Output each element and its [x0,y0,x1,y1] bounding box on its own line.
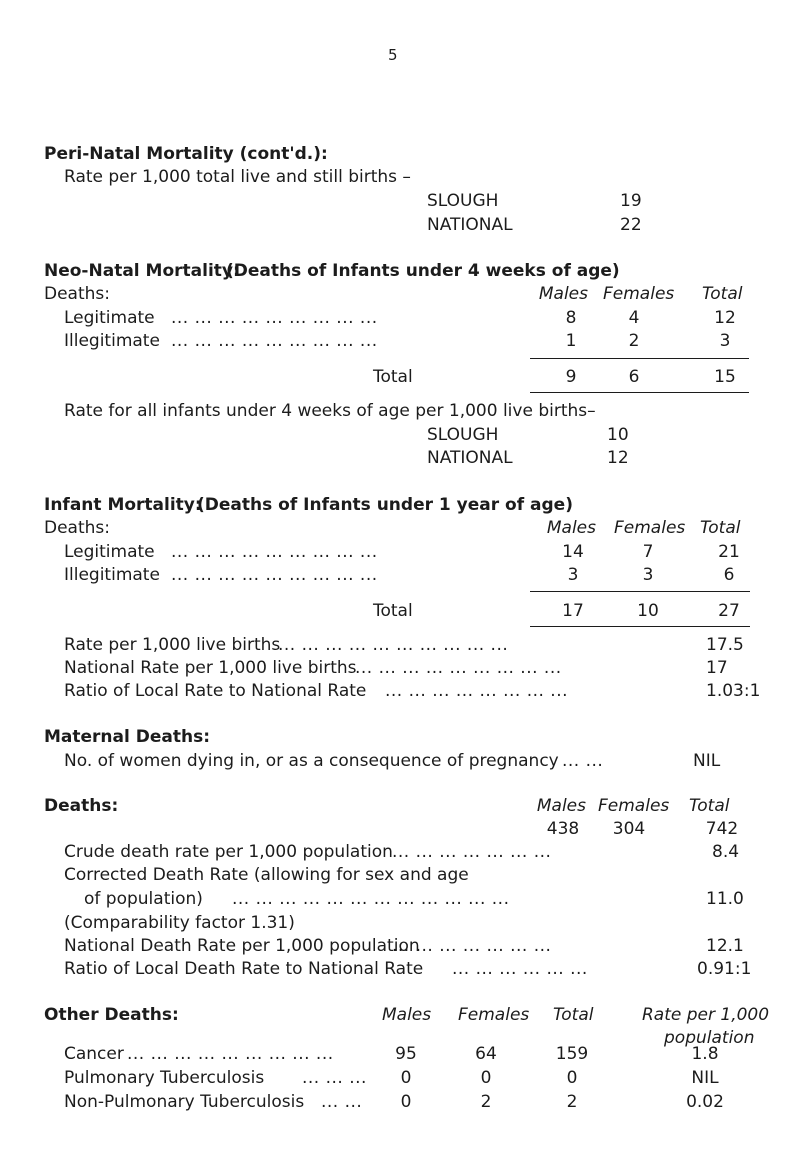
dot-leader: ... ... ... ... ... ... ... ... ... [171,565,378,585]
maternal-label: No. of women dying in, or as a consequence of pregnancy [64,751,559,771]
other-deaths-heading: Other Deaths: [44,1005,179,1025]
total-value: 0 [566,1068,578,1088]
deaths-col-total: Total [689,796,730,816]
neonatal-deaths-label: Deaths: [44,284,110,304]
other-col-rate: Rate per 1,000 [642,1005,770,1025]
perinatal-slough-label: SLOUGH [427,191,499,211]
infant-col-males: Males [546,518,596,538]
table-rule [530,358,749,359]
total-value: 2 [566,1092,578,1112]
total-total: 27 [718,601,740,621]
dot-leader: ... ... ... ... ... ... ... [392,842,552,862]
rate-value: 0.02 [686,1092,724,1112]
crude-rate-label: Crude death rate per 1,000 population [64,842,393,862]
row-label: Illegitimate [64,565,160,585]
dot-leader: ... ... [562,751,604,771]
neonatal-col-males: Males [538,284,588,304]
table-rule [530,626,750,627]
infant-col-females: Females [614,518,686,538]
comparability-factor: (Comparability factor 1.31) [64,913,295,933]
infant-heading: Infant Mortality: [44,495,202,515]
females-value: 4 [628,308,640,328]
other-col-males: Males [382,1005,432,1025]
row-label: Non-Pulmonary Tuberculosis [64,1092,305,1112]
dot-leader: ... ... ... ... ... ... ... ... ... ... [278,635,509,655]
row-label: Legitimate [64,542,155,562]
stat-value: 17.5 [706,635,744,655]
total-value: 6 [723,565,735,585]
table-rule [530,591,750,592]
females-value: 2 [628,331,640,351]
maternal-value: NIL [693,751,721,771]
crude-rate-value: 8.4 [712,842,740,862]
row-label: Illegitimate [64,331,160,351]
page-number: 5 [388,46,398,64]
total-males: 17 [562,601,584,621]
deaths-males: 438 [546,819,580,839]
females-value: 2 [480,1092,492,1112]
dot-leader: ... ... ... ... ... ... ... ... ... [171,331,378,351]
males-value: 1 [565,331,577,351]
males-value: 8 [565,308,577,328]
deaths-heading: Deaths: [44,796,119,816]
deaths-col-females: Females [598,796,670,816]
neonatal-national-value: 12 [607,448,629,468]
total-value: 12 [714,308,736,328]
table-rule [530,392,749,393]
stat-value: 17 [706,658,728,678]
perinatal-heading: Peri-Natal Mortality (cont'd.): [44,144,328,164]
corrected-rate-label-cont: of population) [84,889,203,909]
neonatal-rate-label: Rate for all infants under 4 weeks of age per 1,000 live births– [64,401,596,421]
other-col-females: Females [458,1005,530,1025]
females-value: 0 [480,1068,492,1088]
national-death-rate-label: National Death Rate per 1,000 population [64,936,420,956]
deaths-females: 304 [612,819,646,839]
neonatal-slough-value: 10 [607,425,629,445]
total-label: Total [373,601,413,621]
neonatal-slough-label: SLOUGH [427,425,499,445]
dot-leader: ... ... [321,1092,363,1112]
males-value: 3 [567,565,579,585]
neonatal-heading: Neo-Natal Mortality: [44,261,240,281]
ratio-value: 0.91:1 [697,959,752,979]
ratio-label: Ratio of Local Death Rate to National Rate [64,959,424,979]
dot-leader: ... ... ... ... ... ... [452,959,588,979]
total-label: Total [373,367,413,387]
total-males: 9 [565,367,577,387]
other-col-rate-cont: population [664,1028,755,1048]
females-value: 64 [475,1044,497,1064]
dot-leader: ... ... ... [302,1068,367,1088]
dot-leader: ... ... ... ... ... ... ... ... ... [127,1044,334,1064]
dot-leader: ... ... ... ... ... ... ... ... ... ... ... ... [232,889,510,909]
row-label: Pulmonary Tuberculosis [64,1068,265,1088]
other-col-total: Total [553,1005,594,1025]
stat-label: Rate per 1,000 live births [64,635,281,655]
total-females: 6 [628,367,640,387]
row-label: Legitimate [64,308,155,328]
dot-leader: ... ... ... ... ... ... ... ... ... [171,542,378,562]
stat-label: Ratio of Local Rate to National Rate [64,681,367,701]
national-death-rate-value: 12.1 [706,936,744,956]
neonatal-subheading: (Deaths of Infants under 4 weeks of age) [226,261,620,281]
infant-subheading: (Deaths of Infants under 1 year of age) [197,495,573,515]
dot-leader: ... ... ... ... ... ... ... ... ... [171,308,378,328]
dot-leader: ... ... ... ... ... ... ... ... ... [355,658,562,678]
row-label: Cancer [64,1044,124,1064]
perinatal-national-label: NATIONAL [427,215,513,235]
total-value: 21 [718,542,740,562]
males-value: 0 [400,1092,412,1112]
neonatal-col-females: Females [603,284,675,304]
stat-value: 1.03:1 [706,681,761,701]
perinatal-slough-value: 19 [620,191,642,211]
total-value: 3 [719,331,731,351]
corrected-rate-label: Corrected Death Rate (allowing for sex and age [64,865,469,885]
males-value: 0 [400,1068,412,1088]
total-females: 10 [637,601,659,621]
perinatal-national-value: 22 [620,215,642,235]
infant-col-total: Total [700,518,741,538]
dot-leader: ... ... ... ... ... ... ... ... [385,681,569,701]
total-value: 159 [555,1044,589,1064]
females-value: 3 [642,565,654,585]
deaths-col-males: Males [536,796,586,816]
rate-value: NIL [691,1068,719,1088]
corrected-rate-value: 11.0 [706,889,744,909]
infant-deaths-label: Deaths: [44,518,110,538]
perinatal-rate-label: Rate per 1,000 total live and still births – [64,167,411,187]
dot-leader: ... ... ... ... ... ... ... [392,936,552,956]
maternal-heading: Maternal Deaths: [44,727,211,747]
males-value: 95 [395,1044,417,1064]
neonatal-col-total: Total [702,284,743,304]
total-total: 15 [714,367,736,387]
males-value: 14 [562,542,584,562]
neonatal-national-label: NATIONAL [427,448,513,468]
rate-value: 1.8 [691,1044,719,1064]
deaths-total: 742 [705,819,739,839]
females-value: 7 [642,542,654,562]
stat-label: National Rate per 1,000 live births [64,658,357,678]
